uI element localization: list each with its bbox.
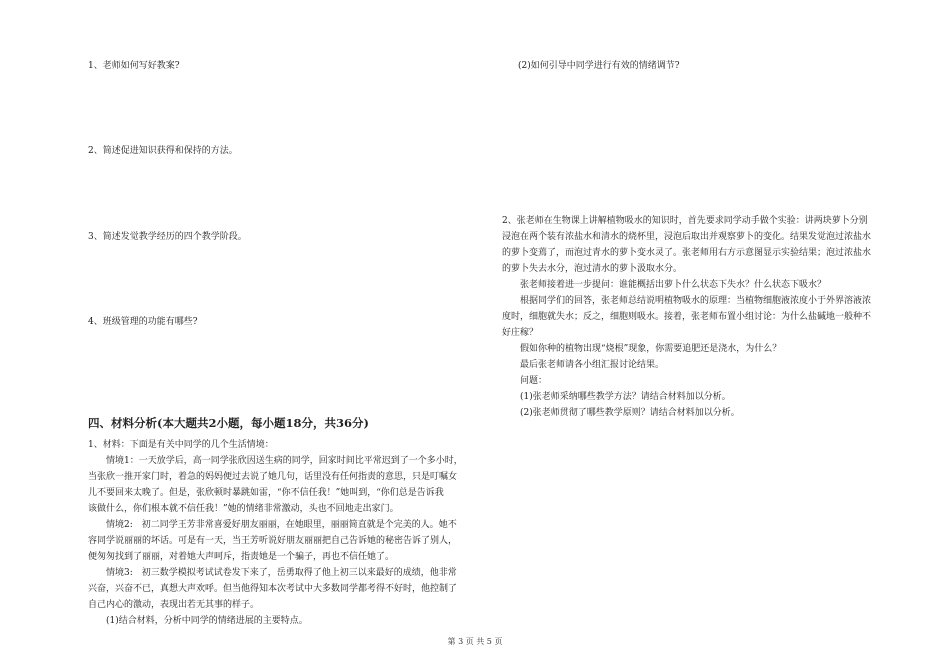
- material-2-line: 度时，细胞就失水；反之，细胞则吸水。接着，张老师布置小组讨论：为什么盐碱地一般种不: [502, 312, 872, 322]
- material-1-line: 情境2: 初二同学王芳非常喜爱好朋友丽丽，在她眼里，丽丽简直就是个完美的人。她不: [106, 520, 457, 530]
- material-1-line: (1)结合材料，分析中同学的情绪进展的主要特点。: [106, 616, 308, 626]
- material-2-line: 张老师接着进一步提问：谁能概括出萝卜什么状态下失水？什么状态下吸水？: [520, 280, 827, 290]
- material-2-line: 的萝卜失去水分，泡过清水的萝卜汲取水分。: [502, 264, 683, 274]
- material-1-line: 该做什么，你们根本就不信任我！”她的情绪非常激动，头也不回地走出家门。: [88, 504, 399, 514]
- material-2-line: 的萝卜变蔫了，而泡过青水的萝卜变水灵了。张老师用右方示意图显示实验结果；泡过浓盐水: [502, 248, 872, 258]
- material-2-line: 问题：: [520, 376, 548, 386]
- question-2: 2、简述促进知识获得和保持的方法。: [88, 146, 238, 156]
- material-1-line: 容同学说丽丽的坏话。可是有一天，当王芳听说好朋友丽丽把自己告诉她的秘密告诉了别人，: [88, 536, 458, 546]
- material-2-line: 最后张老师请各小组汇报讨论结果。: [520, 360, 665, 370]
- question-sub-2: (2)如何引导中同学进行有效的情绪调节?: [518, 61, 680, 71]
- material-2-line: (1)张老师采纳哪些教学方法？请结合材料加以分析。: [520, 392, 731, 402]
- material-2-line: 好庄稼？: [502, 328, 539, 338]
- material-1-line: 自己内心的激动，表现出若无其事的样子。: [88, 600, 260, 610]
- material-2-line: 假如你种的植物出现“烧根”现象，你需要追肥还是浇水，为什么？: [520, 344, 782, 354]
- material-1-line: 便匆匆找到了丽丽，对着她大声呵斥，指责她是一个骗子，再也不信任她了。: [88, 552, 395, 562]
- material-1-line: 兴奋，兴奋不已，真想大声欢呼。但当他得知本次考试中大多数同学都考得不好时，他控制了: [88, 584, 458, 594]
- material-1-line: 1、材料：下面是有关中同学的几个生活情境：: [88, 440, 274, 450]
- material-2-line: 根据同学们的回答，张老师总结说明植物吸水的原理：当植物细胞液浓度小于外界溶液浓: [520, 296, 872, 306]
- material-2-line: 2、张老师在生物课上讲解植物吸水的知识时，首先要求同学动手做个实验：讲两块萝卜分别: [502, 216, 868, 226]
- question-4: 4、班级管理的功能有哪些?: [88, 317, 198, 327]
- material-2-block: [502, 213, 871, 421]
- material-2-line: (2)张老师贯彻了哪些教学原则？请结合材料加以分析。: [520, 408, 740, 418]
- material-1-line: 儿不要回来太晚了。但是，张欣顿时暴跳如雷，“你不信任我！”她叫到，“你们总是告诉我: [88, 488, 444, 498]
- question-3: 3、简述发觉教学经历的四个教学阶段。: [88, 232, 247, 242]
- material-1-line: 情境3: 初三数学模拟考试试卷发下来了，岳勇取得了他上初三以来最好的成绩，他非常: [106, 568, 457, 578]
- page-number-footer: 第 3 页 共 5 页: [447, 637, 503, 646]
- material-1-block: [88, 437, 463, 629]
- section-4-title: 四、材料分析(本大题共2小题，每小题18分，共36分): [88, 416, 369, 430]
- material-2-line: 浸泡在两个装有浓盐水和清水的烧杯里，浸泡后取出并观察萝卜的变化。结果发觉泡过浓盐水: [502, 232, 872, 242]
- material-1-line: 当张欣一推开家门时，着急的妈妈便过去说了她几句，话里没有任何指责的意思，只是叮嘱女: [88, 472, 458, 482]
- material-1-line: 情境1：一天放学后，高一同学张欣因送生病的同学，回家时间比平常迟到了一个多小时，: [106, 456, 463, 466]
- question-1: 1、老师如何写好教案?: [88, 61, 180, 71]
